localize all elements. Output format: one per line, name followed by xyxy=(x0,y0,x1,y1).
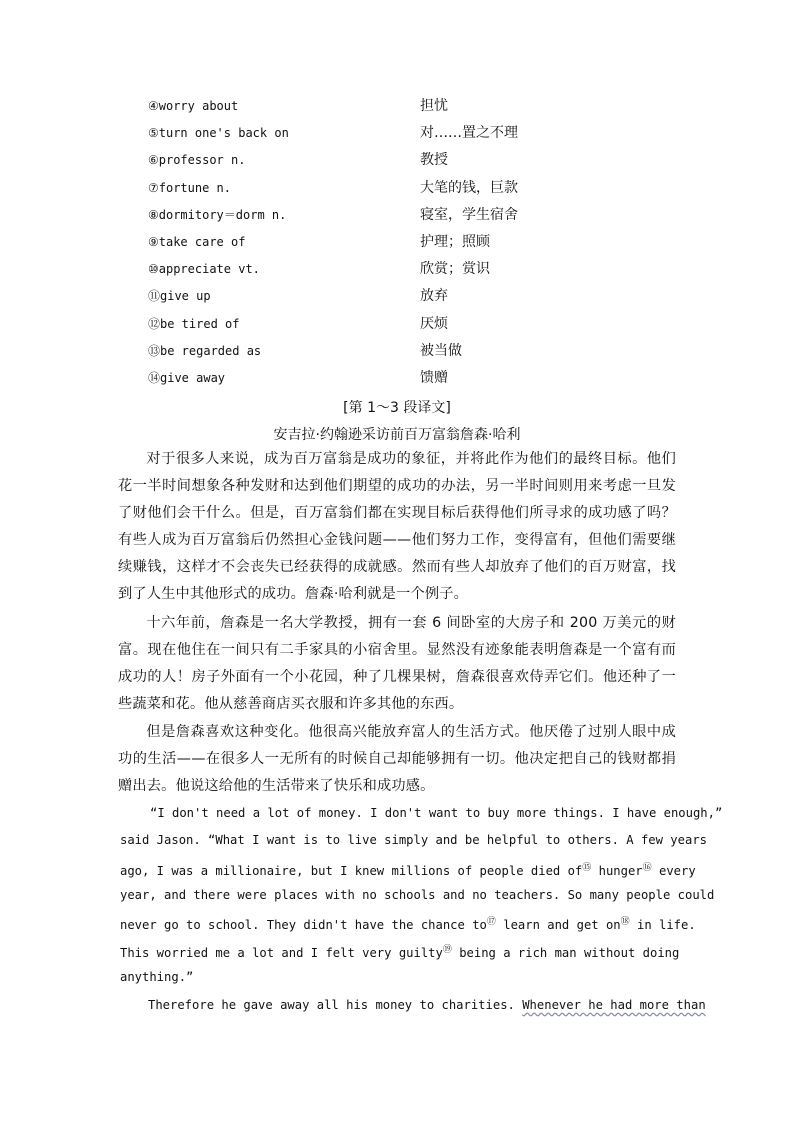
footnote-marker: ⑰ xyxy=(486,917,496,927)
footnote-marker: ⑯ xyxy=(642,863,652,873)
english-text: every xyxy=(651,864,696,879)
vocab-chinese: 对……置之不理 xyxy=(420,125,518,142)
vocab-chinese: 厌烦 xyxy=(420,315,448,332)
translation-paragraph-2: 十六年前，詹森是一名大学教授，拥有一套 6 间卧室的大房子和 200 万美元的财富。现在他住在一间只有二手家具的小宿舍里。显然没有迹象能表明詹森是一个富有而成功的人！房子外面有一个小花园，种了几棵果树，詹森很喜欢侍弄它们。他还种了一些蔬菜和花。他从慈善商店买衣服和许多其他的东西。 xyxy=(118,615,676,712)
english-line: said Jason. “What I want is to live simply and be helpful to others. A few years xyxy=(120,833,707,847)
translation-paragraph-1: 对于很多人来说，成为百万富翁是成功的象征，并将此作为他们的最终目标。他们花一半时间想象各种发财和达到他们期望的成功的办法，另一半时间则用来考虑一旦发了财他们会干什么。但是，百万富翁们都在实现目标后获得他们所寻求的成功感了吗？有些人成为百万富翁后仍然担心金钱问题——他们努力工作，变得富有，但他们需要继续赚钱，这样才不会丧失已经获得的成就感。然而有些人却放弃了他们的百万财富，找到了人生中其他形式的成功。詹森·哈利就是一个例子。 xyxy=(118,451,676,602)
vocab-english: ⑭give away xyxy=(148,371,226,385)
vocab-english: ⑬be regarded as xyxy=(148,343,262,358)
vocab-chinese: 馈赠 xyxy=(420,370,448,386)
vocab-row xyxy=(148,285,708,307)
english-line: anything.” xyxy=(120,970,194,984)
english-line: “I don't need a lot of money. I don't want to buy more things. I have enough,” xyxy=(150,806,723,820)
english-text: This worried me a lot and I felt very guilty xyxy=(120,946,443,961)
vocab-english: ④worry about xyxy=(148,99,239,113)
footnote-marker: ⑱ xyxy=(620,917,630,927)
vocab-english: ⑧dormitory＝dorm n. xyxy=(148,207,287,222)
vocab-english: ⑦fortune n. xyxy=(148,180,232,195)
english-line xyxy=(120,912,696,935)
vocab-row xyxy=(148,122,708,144)
vocab-chinese: 护理；照顾 xyxy=(420,234,490,250)
english-text: never go to school. They didn't have the chance to xyxy=(120,918,487,933)
english-text: hunger xyxy=(591,864,643,879)
vocab-chinese: 欣赏；赏识 xyxy=(420,261,490,278)
vocab-row xyxy=(148,177,708,199)
translation-title: 安吉拉·约翰逊采访前百万富翁詹森·哈利 xyxy=(273,427,521,443)
english-line xyxy=(120,858,696,881)
vocab-chinese: 被当做 xyxy=(420,342,462,359)
english-text: in life. xyxy=(629,918,696,933)
english-last-line xyxy=(148,995,706,1015)
vocab-english: ⑥professor n. xyxy=(148,153,246,168)
footnote-marker: ⑲ xyxy=(442,945,452,955)
vocab-english: ⑫be tired of xyxy=(148,316,240,331)
section-label: [第 1～3 段译文] xyxy=(343,400,451,416)
wavy-underlined-text: Whenever he had more than xyxy=(522,998,706,1012)
vocab-row xyxy=(148,149,708,171)
vocab-english: ⑪give up xyxy=(148,289,211,304)
vocab-english: ⑨take care of xyxy=(148,235,246,249)
vocab-english: ⑤turn one's back on xyxy=(148,126,289,141)
vocab-row xyxy=(148,204,708,226)
vocab-chinese: 担忧 xyxy=(420,98,448,114)
vocab-english: ⑩appreciate vt. xyxy=(148,262,260,277)
english-text: learn and get on xyxy=(495,918,621,933)
vocab-row xyxy=(148,231,708,253)
english-line xyxy=(120,940,680,963)
english-line: year, and there were places with no schools and no teachers. So many people could xyxy=(120,888,715,902)
vocab-row xyxy=(148,367,708,389)
vocab-chinese: 放弃 xyxy=(420,288,448,305)
vocab-row xyxy=(148,95,708,117)
footnote-marker: ⑮ xyxy=(582,863,592,873)
vocab-row xyxy=(148,258,708,280)
vocab-chinese: 大笔的钱，巨款 xyxy=(420,179,518,196)
translation-paragraph-3: 但是詹森喜欢这种变化。他很高兴能放弃富人的生活方式。他厌倦了过别人眼中成功的生活——在很多人一无所有的时候自己却能够拥有一切。他决定把自己的钱财都捐赠出去。他说这给他的生活带来了快乐和成功感。 xyxy=(118,724,676,794)
english-text: ago, I was a millionaire, but I knew millions of people died of xyxy=(120,864,583,879)
vocab-row xyxy=(148,313,708,335)
vocab-row xyxy=(148,340,708,362)
vocab-chinese: 教授 xyxy=(420,152,448,169)
english-text: being a rich man without doing xyxy=(451,946,680,961)
last-line-text: Therefore he gave away all his money to charities. xyxy=(148,998,523,1012)
vocab-chinese: 寝室，学生宿舍 xyxy=(420,206,518,223)
